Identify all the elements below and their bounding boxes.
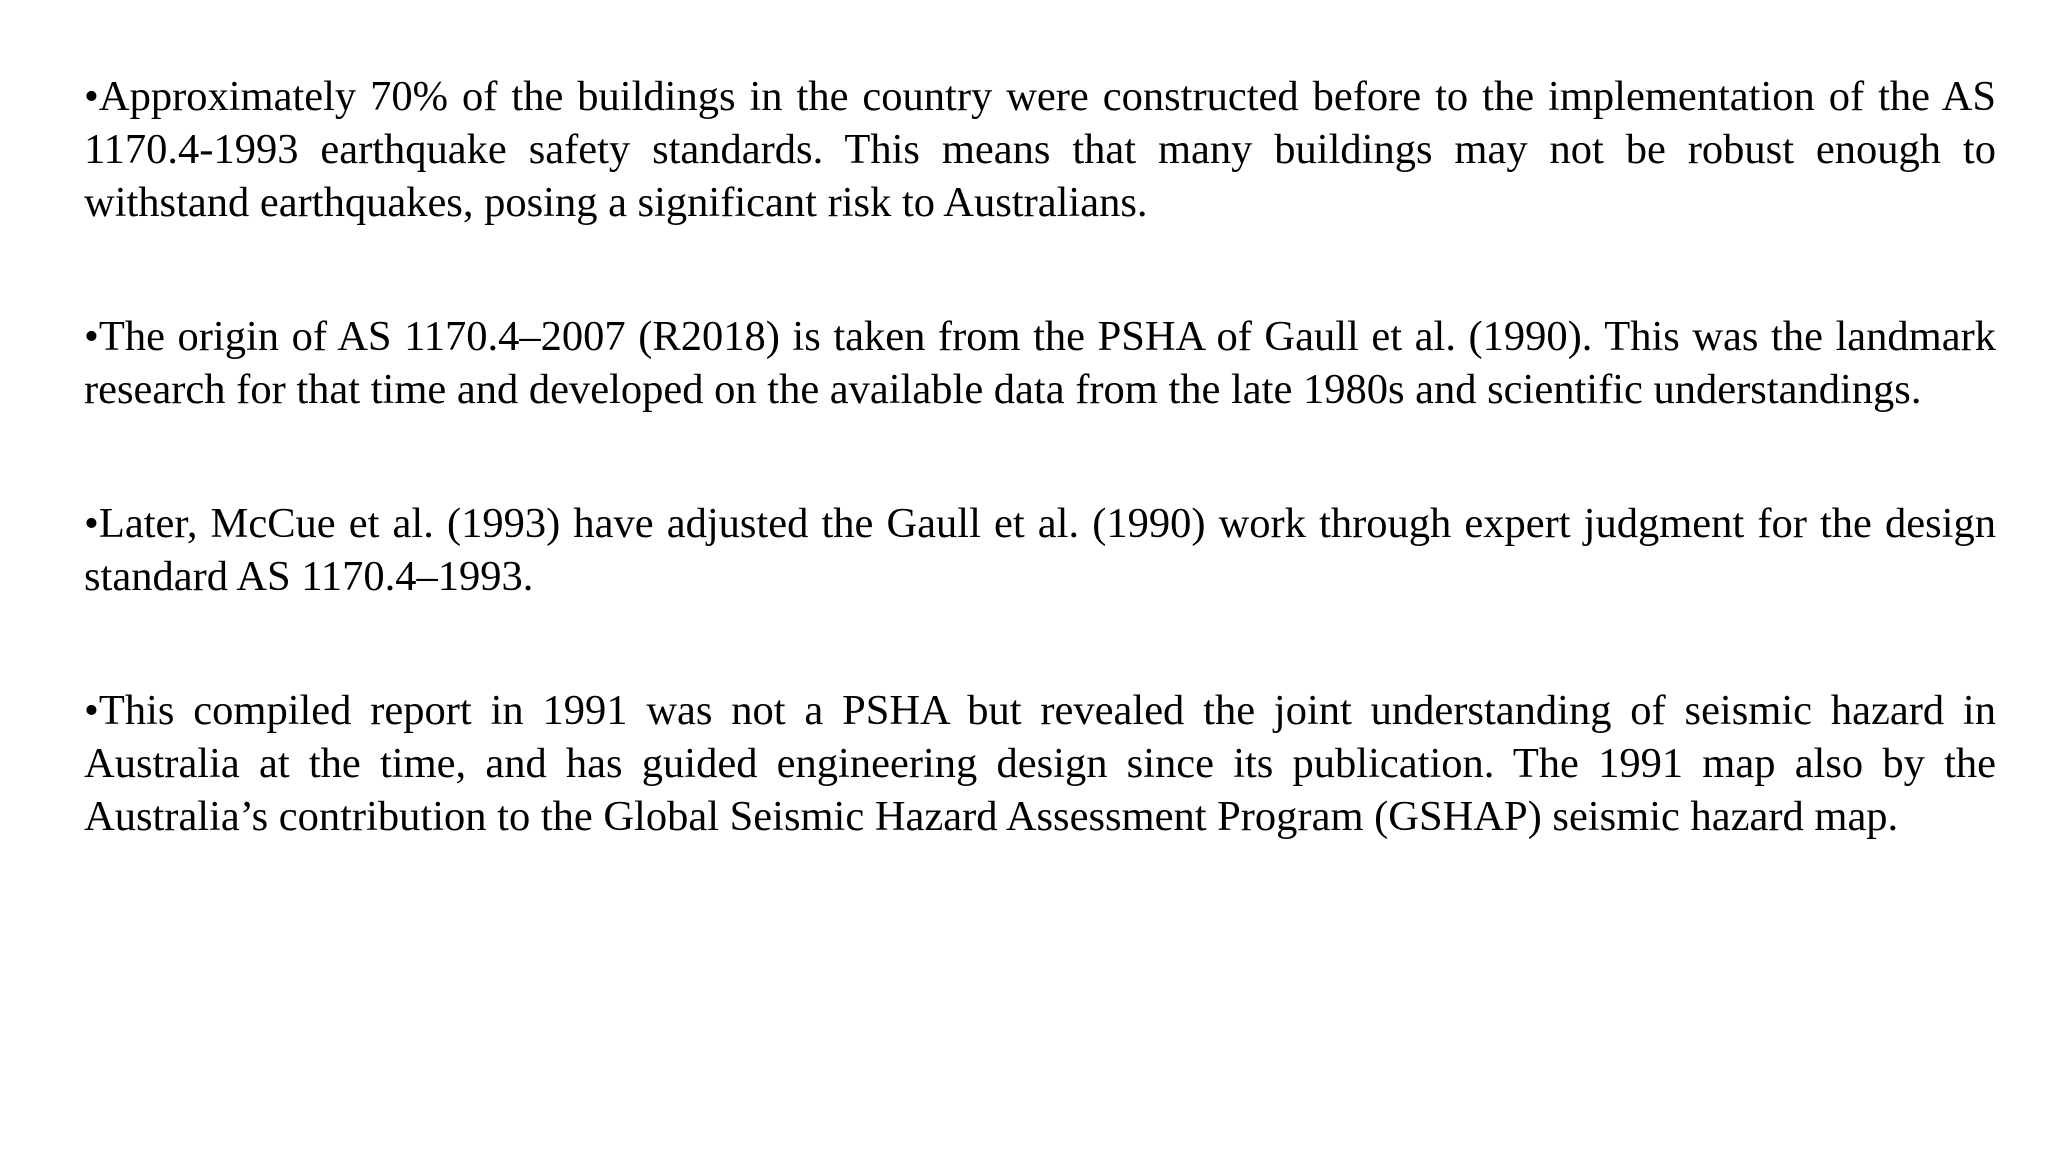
bullet-paragraph-1991-report: •This compiled report in 1991 was not a PSHA but revealed the joint understanding of seismic hazard in Australia at the time, and has guided engineering design since its publication. The 1991 map also by the Australia’s contribution to the Global Seismic Hazard Assessment Program (GSHAP) seismic hazard map. bbox=[84, 687, 1996, 840]
bullet-paragraph-buildings-70-percent: •Approximately 70% of the buildings in the country were constructed before to the implementation of the AS 1170.4-1993 earthquake safety standards. This means that many buildings may not be robust enough to withstand earthquakes, posing a significant risk to Australians. bbox=[84, 73, 1996, 226]
bullet-paragraph-as1170-origin: •The origin of AS 1170.4–2007 (R2018) is taken from the PSHA of Gaull et al. (1990). This was the landmark research for that time and developed on the available data from the late 1980s and scientific understandings. bbox=[84, 313, 1996, 413]
slide-body bbox=[84, 70, 1996, 843]
bullet-paragraph-mccue-adjustment: •Later, McCue et al. (1993) have adjusted the Gaull et al. (1990) work through expert judgment for the design standard AS 1170.4–1993. bbox=[84, 500, 1996, 600]
